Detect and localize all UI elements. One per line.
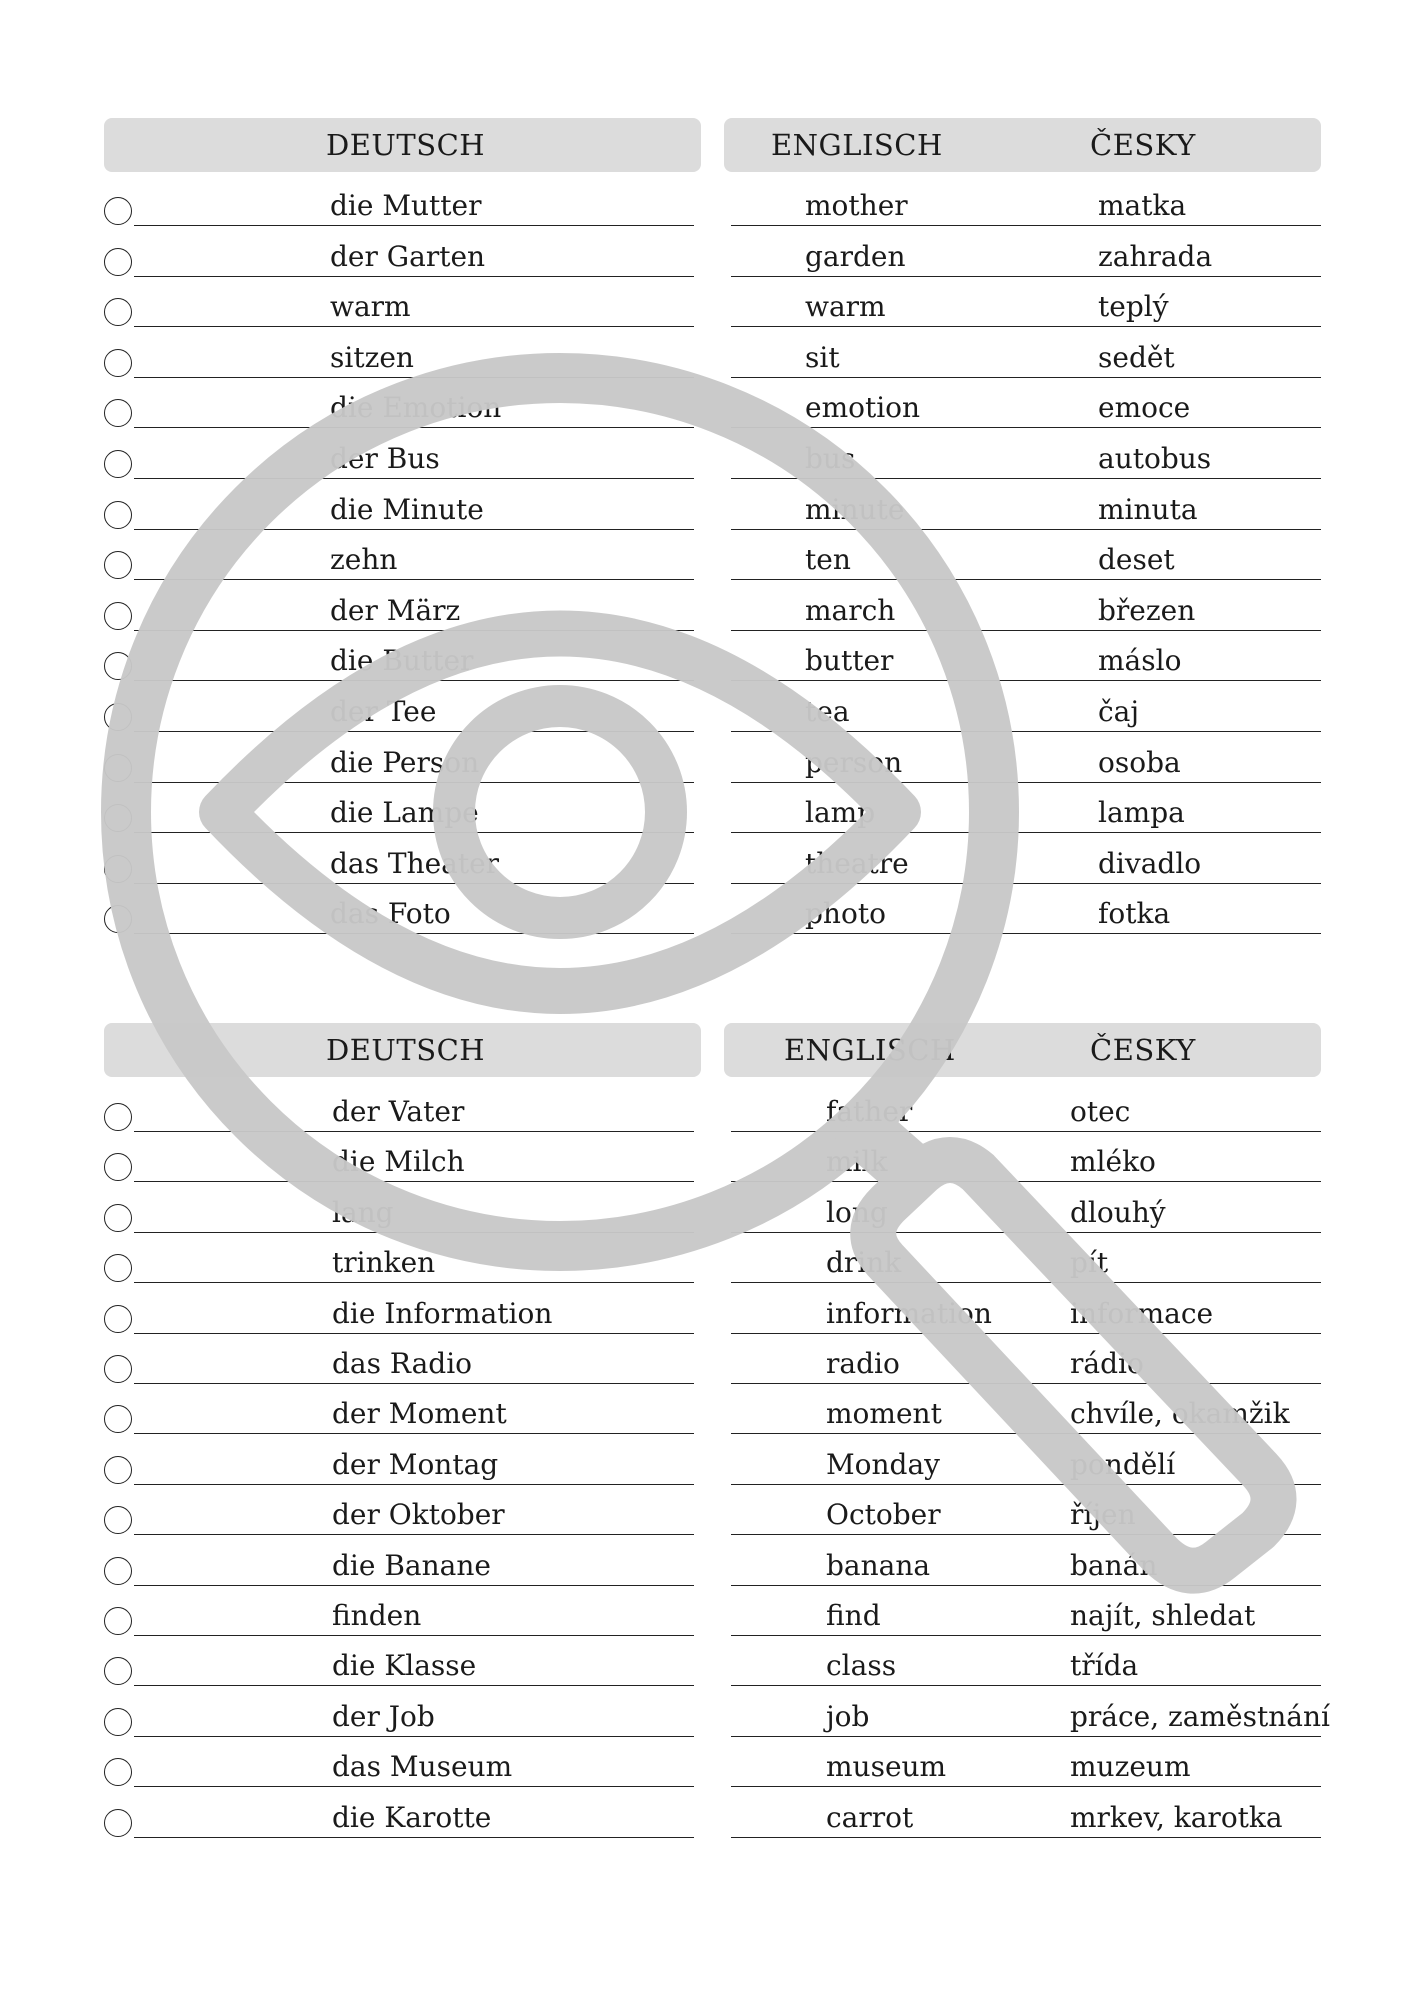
vocab-row (0, 278, 1414, 329)
word-englisch: job (826, 1699, 870, 1733)
word-cesky: divadlo (1098, 846, 1202, 880)
answer-line-deutsch (134, 1786, 694, 1787)
answer-line-deutsch (134, 1282, 694, 1283)
word-cesky: mrkev, karotka (1070, 1800, 1283, 1834)
word-deutsch: die Klasse (332, 1649, 477, 1683)
word-deutsch: die Banane (332, 1548, 491, 1582)
word-cesky: čaj (1098, 695, 1140, 728)
answer-line-deutsch (134, 1837, 694, 1838)
header-cesky-label: ČESKY (1090, 1033, 1196, 1067)
word-englisch: bus (805, 442, 856, 475)
word-deutsch: das Foto (330, 897, 451, 931)
answer-line-englisch-cesky (731, 225, 1321, 226)
vocab-row (0, 1637, 1414, 1688)
word-cesky: osoba (1098, 745, 1181, 779)
answer-line-deutsch (134, 1232, 694, 1233)
word-englisch: theatre (805, 846, 909, 880)
word-cesky: rádio (1070, 1347, 1144, 1380)
word-deutsch: die Emotion (330, 391, 502, 425)
word-cesky: najít, shledat (1070, 1599, 1256, 1632)
word-englisch: radio (826, 1347, 900, 1380)
vocab-row (0, 1537, 1414, 1588)
word-cesky: mléko (1070, 1145, 1156, 1179)
word-deutsch: warm (330, 290, 411, 324)
word-englisch: moment (826, 1397, 942, 1431)
checkbox-circle[interactable] (104, 450, 132, 478)
vocab-row (0, 1285, 1414, 1336)
checkbox-circle[interactable] (104, 1204, 132, 1232)
word-deutsch: die Butter (330, 644, 474, 678)
answer-line-deutsch (134, 1181, 694, 1182)
answer-line-deutsch (134, 1534, 694, 1535)
checkbox-circle[interactable] (104, 1305, 132, 1333)
answer-line-englisch-cesky (731, 933, 1321, 934)
answer-line-deutsch (134, 832, 694, 833)
answer-line-deutsch (134, 427, 694, 428)
word-cesky: teplý (1098, 290, 1169, 324)
checkbox-circle[interactable] (104, 905, 132, 933)
word-englisch: sit (805, 340, 840, 374)
header-englisch-label: ENGLISCH (771, 128, 943, 162)
word-cesky: fotka (1098, 897, 1171, 931)
answer-line-deutsch (134, 1635, 694, 1636)
checkbox-circle[interactable] (104, 652, 132, 680)
vocab-row (0, 1385, 1414, 1436)
answer-line-englisch-cesky (731, 832, 1321, 833)
checkbox-circle[interactable] (104, 602, 132, 630)
answer-line-deutsch (134, 1131, 694, 1132)
word-deutsch: die Person (330, 745, 480, 779)
header-deutsch-label: DEUTSCH (326, 1033, 486, 1067)
answer-line-englisch-cesky (731, 326, 1321, 327)
word-deutsch: das Radio (332, 1347, 473, 1380)
word-englisch: garden (805, 239, 906, 273)
answer-line-englisch-cesky (731, 276, 1321, 277)
word-deutsch: die Karotte (332, 1800, 492, 1834)
checkbox-circle[interactable] (104, 1405, 132, 1433)
word-englisch: warm (805, 290, 886, 324)
answer-line-deutsch (134, 1383, 694, 1384)
word-deutsch: der Oktober (332, 1498, 505, 1532)
word-cesky: lampa (1098, 796, 1185, 830)
answer-line-deutsch (134, 326, 694, 327)
word-cesky: otec (1070, 1095, 1131, 1128)
word-deutsch: die Mutter (330, 189, 482, 222)
vocab-row (0, 1486, 1414, 1537)
answer-line-englisch-cesky (731, 630, 1321, 631)
word-cesky: březen (1098, 593, 1196, 627)
word-englisch: banana (826, 1548, 931, 1582)
word-deutsch: die Minute (330, 492, 484, 526)
checkbox-circle[interactable] (104, 1809, 132, 1837)
vocab-row (0, 481, 1414, 532)
word-deutsch: die Lampe (330, 796, 479, 830)
word-deutsch: die Information (332, 1296, 553, 1330)
vocab-row (0, 632, 1414, 683)
checkbox-circle[interactable] (104, 1607, 132, 1635)
header-englisch-cesky-1 (724, 118, 1321, 172)
answer-line-deutsch (134, 883, 694, 884)
word-deutsch: der Tee (330, 695, 437, 728)
word-englisch: photo (805, 897, 886, 931)
checkbox-circle[interactable] (104, 1103, 132, 1131)
word-deutsch: das Theater (330, 846, 500, 880)
answer-line-englisch-cesky (731, 1333, 1321, 1334)
checkbox-circle[interactable] (104, 703, 132, 731)
word-deutsch: finden (332, 1599, 422, 1632)
vocab-row (0, 1184, 1414, 1235)
word-deutsch: das Museum (332, 1750, 513, 1784)
word-englisch: ten (805, 543, 851, 577)
word-cesky: sedět (1098, 340, 1175, 374)
checkbox-circle[interactable] (104, 1456, 132, 1484)
word-cesky: třída (1070, 1649, 1139, 1683)
word-cesky: pít (1070, 1246, 1109, 1280)
checkbox-circle[interactable] (104, 754, 132, 782)
vocab-row (0, 885, 1414, 936)
word-cesky: autobus (1098, 442, 1212, 475)
word-englisch: father (826, 1095, 913, 1128)
word-englisch: October (826, 1498, 941, 1532)
answer-line-englisch-cesky (731, 1736, 1321, 1737)
answer-line-englisch-cesky (731, 680, 1321, 681)
vocab-row (0, 582, 1414, 633)
word-cesky: emoce (1098, 391, 1191, 425)
vocab-row (0, 835, 1414, 886)
word-englisch: march (805, 593, 896, 627)
answer-line-englisch-cesky (731, 731, 1321, 732)
vocab-row (0, 1587, 1414, 1638)
word-deutsch: der Montag (332, 1447, 499, 1481)
word-englisch: mother (805, 189, 908, 222)
answer-line-deutsch (134, 276, 694, 277)
vocab-row (0, 1234, 1414, 1285)
word-englisch: tea (805, 695, 850, 728)
answer-line-deutsch (134, 933, 694, 934)
answer-line-deutsch (134, 1484, 694, 1485)
checkbox-circle[interactable] (104, 1355, 132, 1383)
checkbox-circle[interactable] (104, 248, 132, 276)
checkbox-circle[interactable] (104, 1254, 132, 1282)
word-englisch: lamp (805, 796, 876, 830)
word-englisch: person (805, 745, 903, 779)
word-cesky: deset (1098, 543, 1175, 577)
vocab-row (0, 430, 1414, 481)
vocab-row (0, 379, 1414, 430)
word-cesky: máslo (1098, 644, 1182, 678)
vocab-row (0, 1789, 1414, 1840)
word-cesky: říjen (1070, 1498, 1136, 1532)
checkbox-circle[interactable] (104, 1153, 132, 1181)
word-deutsch: die Milch (332, 1145, 465, 1179)
header-deutsch-1 (104, 118, 701, 172)
answer-line-englisch-cesky (731, 883, 1321, 884)
word-deutsch: der Bus (330, 442, 440, 475)
word-cesky: práce, zaměstnání (1070, 1699, 1330, 1733)
checkbox-circle[interactable] (104, 1557, 132, 1585)
answer-line-englisch-cesky (731, 1131, 1321, 1132)
word-englisch: museum (826, 1750, 947, 1784)
answer-line-englisch-cesky (731, 782, 1321, 783)
vocab-row (0, 531, 1414, 582)
word-cesky: muzeum (1070, 1750, 1191, 1784)
header-englisch-cesky-2 (724, 1023, 1321, 1077)
answer-line-deutsch (134, 1433, 694, 1434)
answer-line-englisch-cesky (731, 1383, 1321, 1384)
word-englisch: butter (805, 644, 894, 678)
word-englisch: milk (826, 1145, 888, 1179)
vocab-row (0, 1688, 1414, 1739)
answer-line-deutsch (134, 377, 694, 378)
answer-line-deutsch (134, 630, 694, 631)
word-cesky: informace (1070, 1296, 1214, 1330)
checkbox-circle[interactable] (104, 349, 132, 377)
answer-line-englisch-cesky (731, 1484, 1321, 1485)
checkbox-circle[interactable] (104, 1758, 132, 1786)
word-englisch: carrot (826, 1800, 914, 1834)
word-deutsch: zehn (330, 543, 398, 577)
word-cesky: zahrada (1098, 239, 1213, 273)
vocab-row (0, 228, 1414, 279)
answer-line-deutsch (134, 1736, 694, 1737)
answer-line-englisch-cesky (731, 377, 1321, 378)
checkbox-circle[interactable] (104, 551, 132, 579)
header-englisch-label: ENGLISCH (784, 1033, 956, 1067)
word-englisch: Monday (826, 1447, 940, 1481)
vocab-row (0, 177, 1414, 228)
word-deutsch: trinken (332, 1246, 436, 1280)
word-cesky: chvíle, okamžik (1070, 1397, 1290, 1431)
word-cesky: dlouhý (1070, 1195, 1166, 1229)
vocab-row (0, 1335, 1414, 1386)
checkbox-circle[interactable] (104, 298, 132, 326)
answer-line-deutsch (134, 579, 694, 580)
answer-line-deutsch (134, 731, 694, 732)
vocab-row (0, 784, 1414, 835)
answer-line-englisch-cesky (731, 1685, 1321, 1686)
answer-line-deutsch (134, 782, 694, 783)
answer-line-deutsch (134, 225, 694, 226)
vocab-row (0, 329, 1414, 380)
checkbox-circle[interactable] (104, 1657, 132, 1685)
answer-line-englisch-cesky (731, 1181, 1321, 1182)
header-deutsch-label: DEUTSCH (326, 128, 486, 162)
answer-line-englisch-cesky (731, 427, 1321, 428)
answer-line-englisch-cesky (731, 579, 1321, 580)
word-englisch: drink (826, 1246, 902, 1280)
answer-line-deutsch (134, 1585, 694, 1586)
word-englisch: information (826, 1296, 992, 1330)
word-deutsch: der Moment (332, 1397, 507, 1431)
answer-line-englisch-cesky (731, 1282, 1321, 1283)
vocab-row (0, 1436, 1414, 1487)
checkbox-circle[interactable] (104, 1506, 132, 1534)
word-cesky: pondělí (1070, 1447, 1176, 1481)
checkbox-circle[interactable] (104, 1708, 132, 1736)
answer-line-englisch-cesky (731, 1534, 1321, 1535)
answer-line-englisch-cesky (731, 478, 1321, 479)
word-deutsch: lang (332, 1195, 394, 1229)
checkbox-circle[interactable] (104, 399, 132, 427)
word-cesky: matka (1098, 189, 1187, 222)
word-deutsch: der Garten (330, 239, 486, 273)
answer-line-englisch-cesky (731, 1232, 1321, 1233)
word-englisch: emotion (805, 391, 921, 425)
answer-line-deutsch (134, 478, 694, 479)
word-cesky: minuta (1098, 492, 1198, 526)
answer-line-englisch-cesky (731, 1635, 1321, 1636)
word-englisch: find (826, 1599, 881, 1632)
answer-line-deutsch (134, 529, 694, 530)
word-cesky: banán (1070, 1548, 1158, 1582)
word-deutsch: sitzen (330, 340, 414, 374)
answer-line-deutsch (134, 680, 694, 681)
header-deutsch-2 (104, 1023, 701, 1077)
checkbox-circle[interactable] (104, 501, 132, 529)
answer-line-englisch-cesky (731, 1585, 1321, 1586)
word-englisch: long (826, 1195, 888, 1229)
header-cesky-label: ČESKY (1090, 128, 1196, 162)
word-deutsch: der Job (332, 1699, 435, 1733)
answer-line-englisch-cesky (731, 1786, 1321, 1787)
answer-line-englisch-cesky (731, 1433, 1321, 1434)
word-englisch: class (826, 1649, 897, 1683)
answer-line-deutsch (134, 1685, 694, 1686)
word-deutsch: der März (330, 593, 461, 627)
answer-line-englisch-cesky (731, 529, 1321, 530)
word-englisch: minute (805, 492, 905, 526)
checkbox-circle[interactable] (104, 855, 132, 883)
checkbox-circle[interactable] (104, 197, 132, 225)
checkbox-circle[interactable] (104, 804, 132, 832)
vocab-row (0, 683, 1414, 734)
vocab-row (0, 1133, 1414, 1184)
word-deutsch: der Vater (332, 1095, 465, 1128)
vocab-row (0, 1083, 1414, 1134)
answer-line-englisch-cesky (731, 1837, 1321, 1838)
vocab-row (0, 734, 1414, 785)
answer-line-deutsch (134, 1333, 694, 1334)
vocab-row (0, 1738, 1414, 1789)
